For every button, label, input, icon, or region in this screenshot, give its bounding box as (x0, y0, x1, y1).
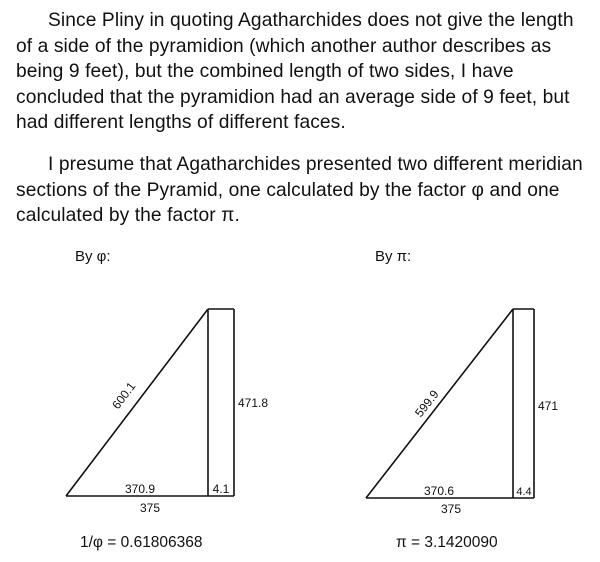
figure-title-pi: By π: (375, 248, 412, 265)
height-label-phi: 471.8 (238, 396, 269, 410)
formula-pi: π = 3.1420090 (396, 534, 498, 551)
figure-title-phi: By φ: (75, 248, 111, 265)
offset-label-pi: 4.4 (516, 486, 532, 498)
formula-phi: 1/φ = 0.61806368 (80, 534, 203, 551)
paragraph-1: Since Pliny in quoting Agatharchides does not give the length of a side of the pyramidion (which another author describes as being 9 feet), but the combined length of two sides, I have concluded that the pyramidion had an average side of 9 feet, but had different lengths of different faces. (16, 10, 574, 133)
hypotenuse-label-pi: 599.9 (412, 387, 442, 420)
total-base-label-pi: 375 (440, 502, 462, 516)
triangle-pi (366, 309, 534, 498)
offset-label-phi: 4.1 (212, 482, 230, 496)
total-base-label-phi: 375 (139, 501, 161, 515)
hypotenuse-label-phi: 600.1 (109, 379, 139, 412)
height-label-pi: 471 (538, 399, 559, 413)
base-part-label-phi: 370.9 (124, 482, 156, 496)
paragraph-2: I presume that Agatharchides presented two different meridian sections of the Pyramid, one calculated by the factor φ and one calculated by the factor π. (16, 154, 583, 226)
hypotenuse-line-pi (366, 309, 513, 498)
base-part-label-pi: 370.6 (423, 484, 455, 498)
